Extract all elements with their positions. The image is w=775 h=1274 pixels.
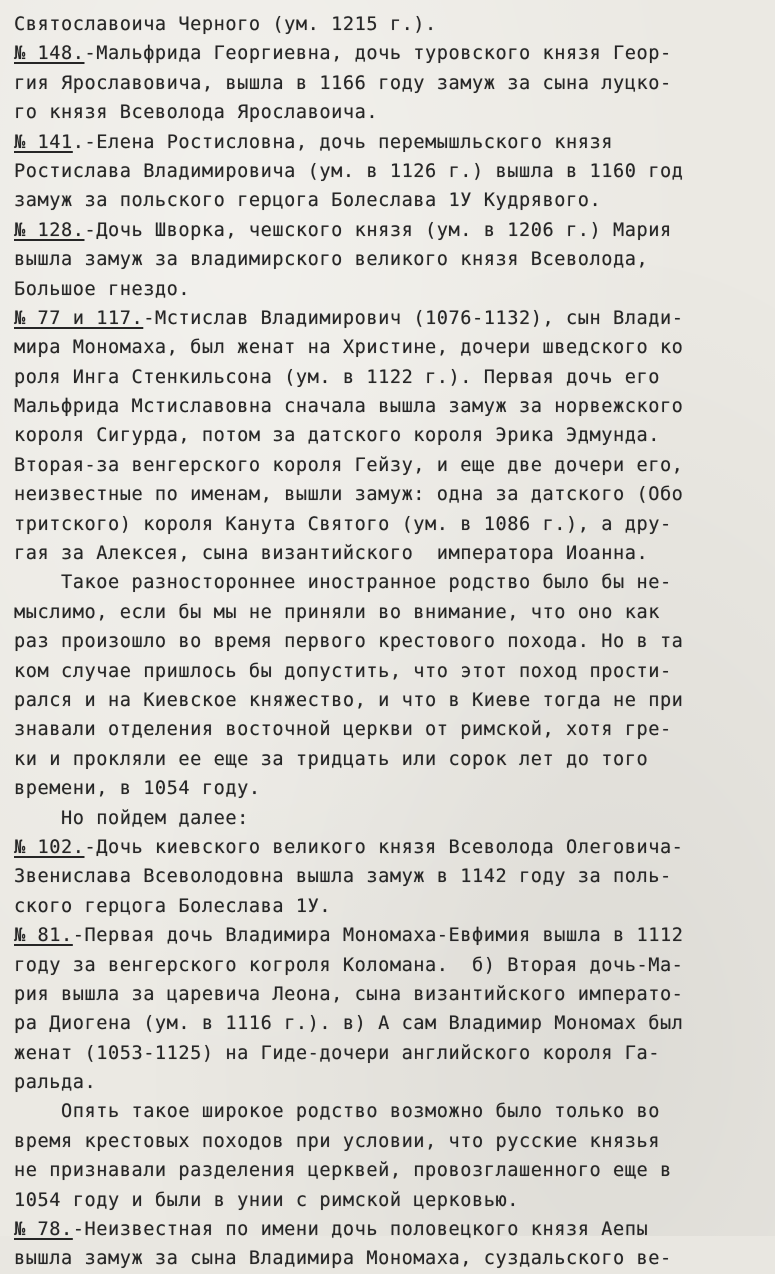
text-line [14,69,774,98]
text-line [14,745,774,774]
line-text: время крестовых походов при условии, что русские князья [14,1130,660,1152]
line-text: неизвестные по именам, вышли замуж: одна за датского (Обо [14,484,684,506]
line-text: роля Инга Стенкильсона (ум. в 1122 г.). Первая дочь его [14,366,660,388]
text-line [14,804,774,833]
line-text: мыслимо, если бы мы не приняли во внимание, что оно как [14,601,660,623]
text-line [14,568,774,597]
entry-number: № 78. [14,1219,73,1241]
text-line [14,657,774,686]
line-text: -Мстислав Владимирович (1076-1132), сын Влади- [143,307,684,329]
entry-number: № 102. [14,836,85,858]
line-text: мира Мономаха, был женат на Христине, дочери шведского ко [14,337,684,359]
entry-number: № 148. [14,43,85,65]
text-line [14,98,774,127]
line-text: Вторая-за венгерского короля Гейзу, и еще две дочери его, [14,454,684,476]
line-text: рия вышла за царевича Леона, сына византийского императо- [14,983,684,1005]
line-text: 1054 году и были в унии с римской церковью. [14,1189,520,1211]
line-text: раз произошло во время первого крестового похода. Но в та [14,631,684,653]
line-text: году за венгерского когроля Коломана. б) Вторая дочь-Ма- [14,954,684,976]
text-line [14,275,774,304]
text-line [14,833,774,862]
line-text: ком случае пришлось бы допустить, что этот поход прости- [14,660,672,682]
text-line [14,1068,774,1097]
text-line [14,539,774,568]
text-line [14,627,774,656]
line-text: Но пойдем далее: [14,807,249,829]
line-text: Большое гнездо. [14,278,191,300]
page-text [14,10,774,1274]
line-text: женат (1053-1125) на Гиде-дочери английского короля Гa- [14,1042,660,1064]
line-text: го князя Всеволода Ярославоича. [14,102,379,124]
text-line [14,421,774,450]
text-line [14,216,774,245]
text-line [14,1039,774,1068]
entry-number: № 77 и 117. [14,307,144,329]
line-text: замуж за польского герцога Болеслава 1У Кудрявого. [14,190,602,212]
text-line [14,715,774,744]
text-line [14,304,774,333]
text-line [14,392,774,421]
text-line [14,774,774,803]
text-line [14,451,774,480]
entry-number: № 128. [14,219,85,241]
line-text: -Первая дочь Владимира Мономаха-Евфимия вышла в 1112 [72,925,684,947]
line-text: вышла замуж за сына Владимира Мономаха, суздальского ве- [14,1248,672,1270]
line-text: вышла замуж за владимирского великого князя Всеволода, [14,249,649,271]
line-text: не признавали разделения церквей, провозглашенного еще в [14,1160,672,1182]
line-text: ра Диогена (ум. в 1116 г.). в) А сам Владимир Мономах был [14,1013,684,1035]
line-text: Ростислава Владимировича (ум. в 1126 г.) вышла в 1160 год [14,160,684,182]
text-line [14,1186,774,1215]
line-text: короля Сигурда, потом за датского короля Эрика Эдмунда. [14,425,660,447]
line-text: рался и на Киевское княжество, и что в Киеве тогда не при [14,689,684,711]
text-line [14,1097,774,1126]
entry-number: № 81. [14,925,73,947]
line-text: -Неизвестная по имени дочь половецкого князя Аепы [72,1219,649,1241]
text-line [14,686,774,715]
line-text: тритского) короля Канута Святого (ум. в 1086 г.), а дру- [14,513,672,535]
text-line [14,10,774,39]
text-line [14,598,774,627]
text-line [14,1009,774,1038]
line-text: Звенислава Всеволодовна вышла замуж в 1142 году за поль- [14,866,672,888]
text-line [14,1127,774,1156]
entry-number: № 141 [14,131,73,153]
line-text: гая за Алексея, сына византийского императора Иоанна. [14,543,649,565]
text-line [14,1156,774,1185]
line-text: ки и прокляли ее еще за тридцать или сорок лет до того [14,748,649,770]
text-line [14,480,774,509]
line-text: Опять такое широкое родство возможно было только во [14,1101,660,1123]
text-line [14,245,774,274]
text-line [14,128,774,157]
text-line [14,951,774,980]
text-line [14,510,774,539]
line-text: Святославоича Черного (ум. 1215 г.). [14,14,437,35]
text-line [14,892,774,921]
line-text: времени, в 1054 году. [14,778,261,800]
line-text: ральда. [14,1072,97,1094]
text-line [14,980,774,1009]
line-text: знавали отделения восточной церкви от римской, хотя гре- [14,719,672,741]
line-text: .-Елена Ростисловна, дочь перемышльского князя [72,131,613,153]
text-line [14,862,774,891]
line-text: Такое разностороннее иностранное родство было бы не- [14,572,672,594]
text-line [14,1215,774,1244]
text-line [14,186,774,215]
text-line [14,39,774,68]
line-text: -Дочь киевского великого князя Всеволода Олеговича- [84,836,684,858]
line-text: -Мальфрида Георгиевна, дочь туровского князя Геор- [84,43,672,65]
text-line [14,363,774,392]
text-line [14,157,774,186]
line-text: ского герцога Болеслава 1У. [14,895,332,917]
line-text: Мальфрида Мстиславовна сначала вышла замуж за норвежского [14,396,684,418]
text-line [14,921,774,950]
line-text: -Дочь Шворка, чешского князя (ум. в 1206 г.) Мария [84,219,672,241]
line-text: гия Ярославовича, вышла в 1166 году замуж за сына луцко- [14,72,672,94]
text-line [14,333,774,362]
text-line [14,1244,774,1273]
